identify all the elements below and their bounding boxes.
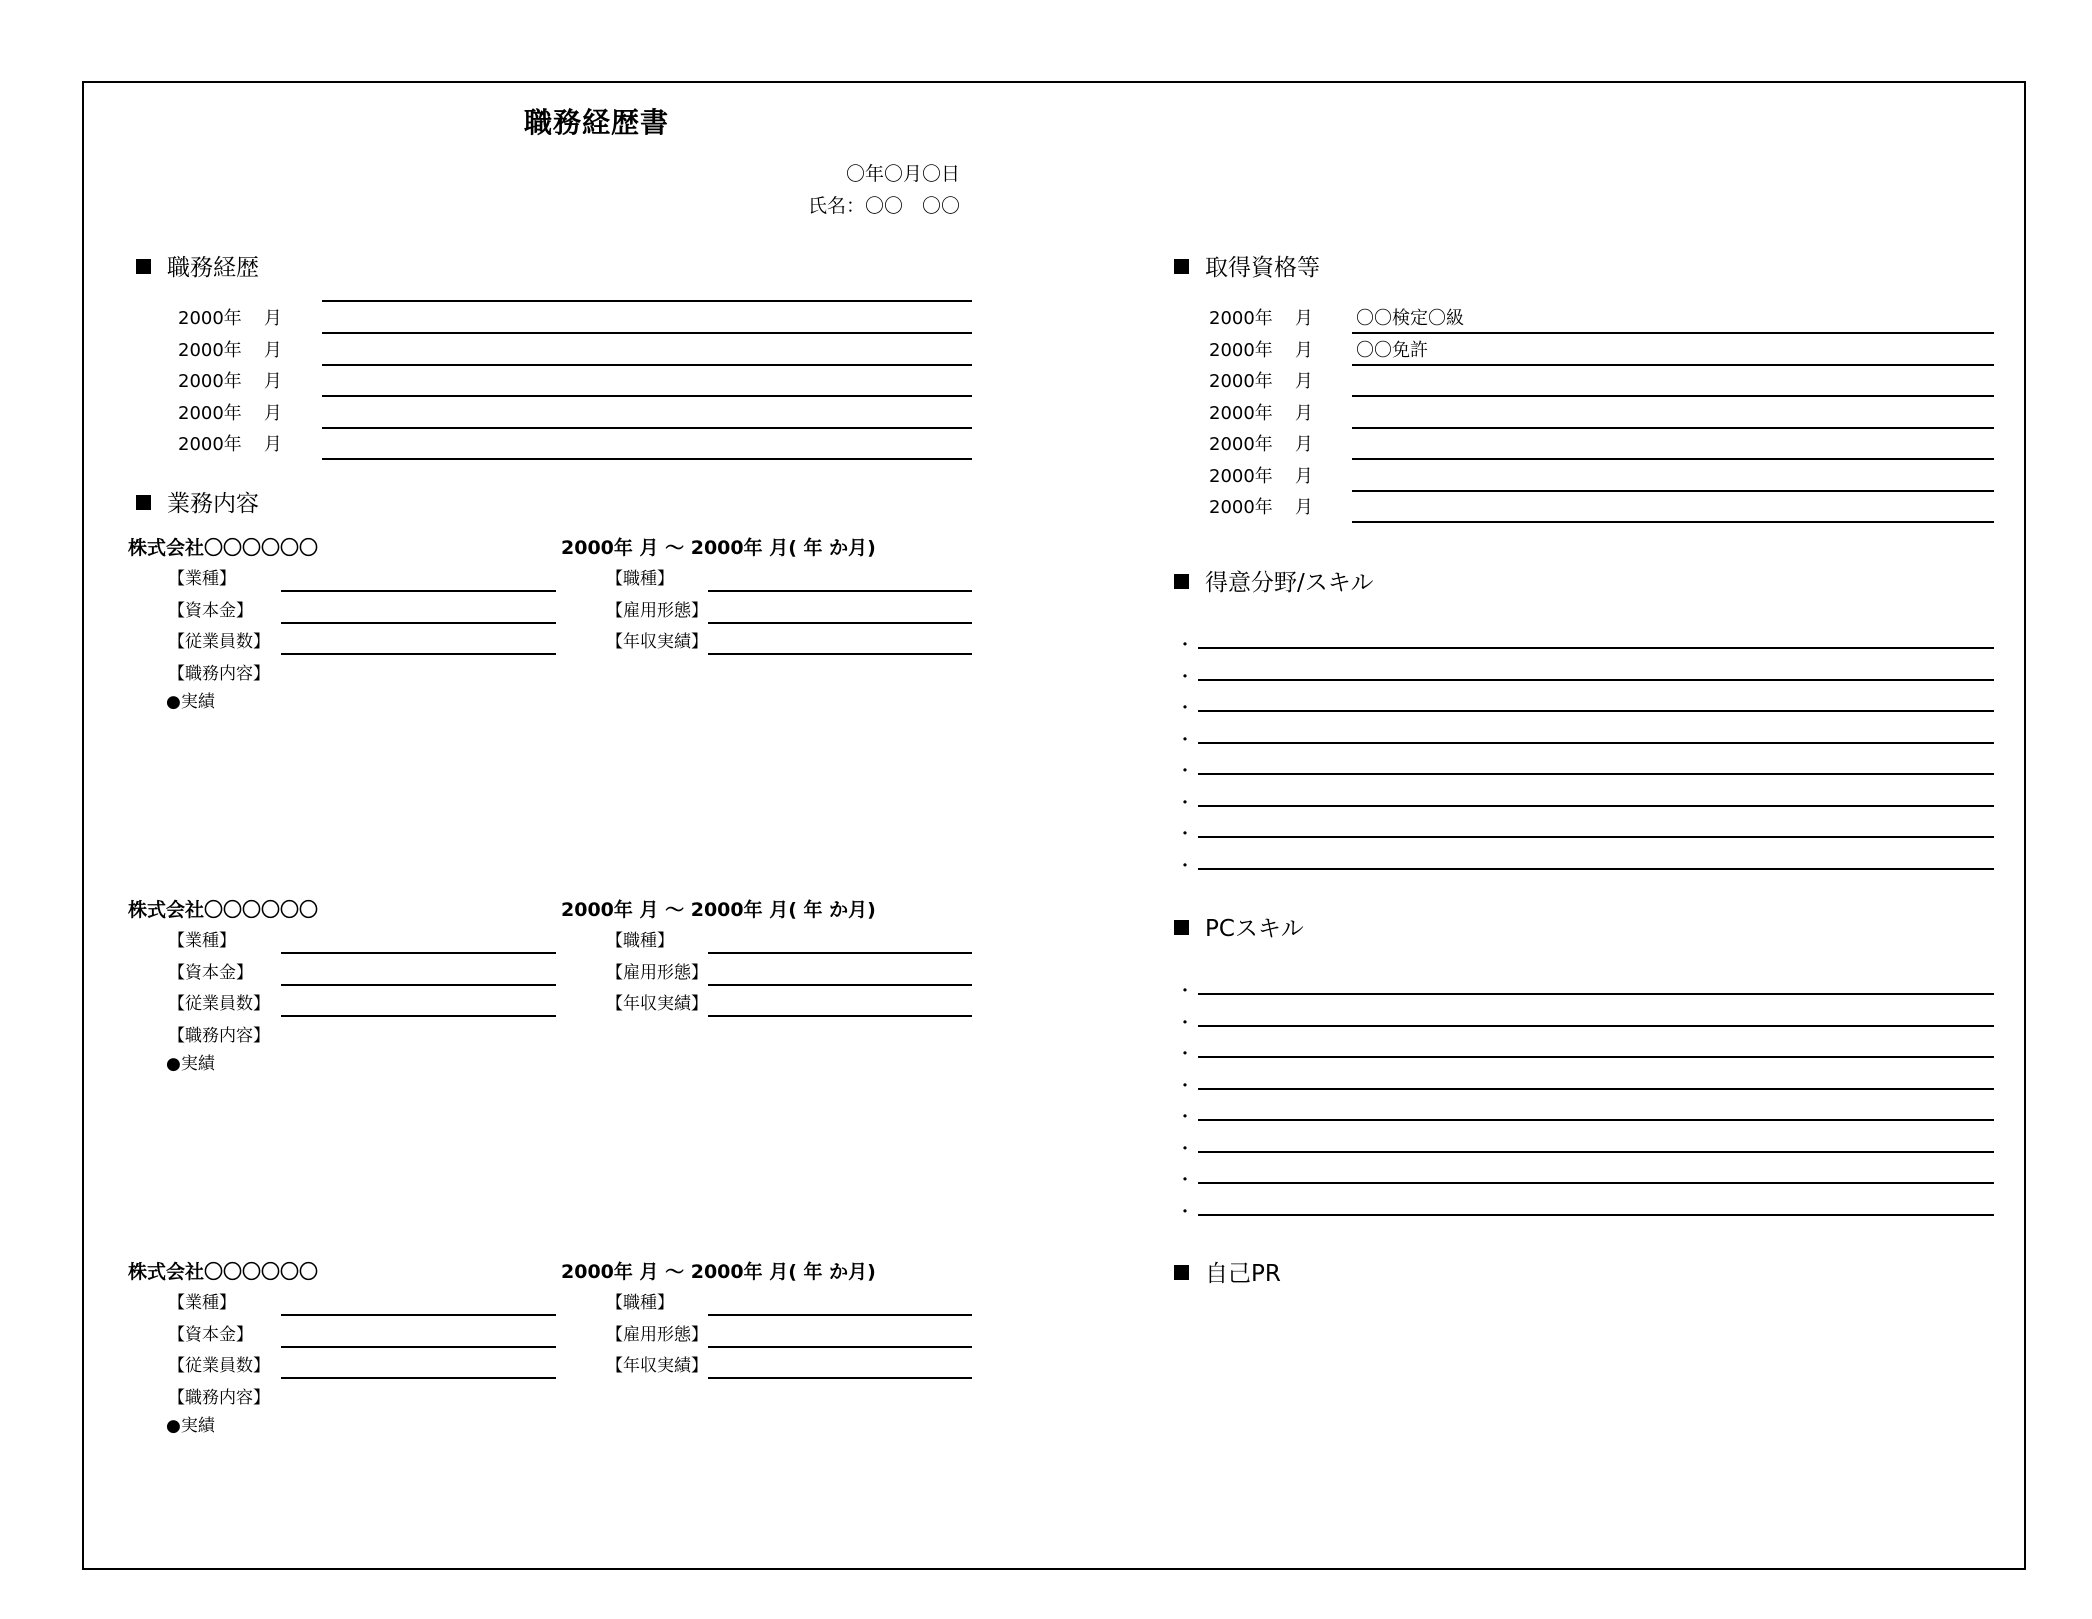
field-label-capital: 【資本金】 [168,600,253,621]
bullet-dot: ・ [1176,1138,1194,1160]
square-bullet-icon [136,259,151,274]
qualification-month: 月 [1294,308,1313,329]
qualification-year: 2000年 [1209,434,1273,455]
history-month: 月 [263,308,282,329]
field-line-industry[interactable] [281,1314,556,1316]
qualification-line[interactable] [1352,395,1994,397]
qualification-month: 月 [1294,465,1313,487]
square-bullet-icon [1174,574,1189,589]
field-line-occupation[interactable] [708,590,972,592]
field-label-duties: 【職務内容】 [168,1026,270,1046]
qualification-year: 2000年 [1209,308,1273,329]
field-line-industry[interactable] [281,590,556,592]
history-row [178,339,282,361]
field-label-duties: 【職務内容】 [168,1388,270,1408]
bullet-dot: ・ [1176,855,1194,877]
field-label-employment: 【雇用形態】 [606,600,708,621]
history-row [178,402,282,424]
field-label-income: 【年収実績】 [606,1356,708,1376]
qualification-name: 〇〇免許 [1356,339,1428,361]
qualification-month: 月 [1294,497,1313,518]
bullet-line[interactable] [1198,1182,1994,1184]
qualification-month: 月 [1294,371,1313,392]
bullet-dot: ・ [1176,761,1194,782]
bullet-line[interactable] [1198,868,1994,870]
qualification-month: 月 [1294,434,1313,455]
section-skills-heading: 得意分野/スキル [1174,572,1374,595]
history-row [178,310,282,328]
field-label-duties: 【職務内容】 [168,664,270,684]
bullet-dot: ・ [1176,666,1194,688]
field-line-capital[interactable] [281,622,556,624]
field-line-employees[interactable] [281,1015,556,1017]
section-pr-heading: 自己PR [1174,1263,1281,1286]
history-line[interactable] [322,395,972,397]
bullet-line[interactable] [1198,805,1994,807]
history-year: 2000年 [178,308,242,329]
qualification-row [1209,436,1313,454]
field-line-employees[interactable] [281,653,556,655]
field-label-employment: 【雇用形態】 [606,962,708,983]
square-bullet-icon [1174,259,1189,274]
field-line-income[interactable] [708,1015,972,1017]
results-label: ●実績 [166,1054,215,1074]
bullet-line[interactable] [1198,1214,1994,1216]
qualification-row [1209,465,1313,487]
section-pc-heading: PCスキル [1174,918,1304,941]
field-label-occupation: 【職種】 [606,569,674,589]
field-line-capital[interactable] [281,1346,556,1348]
bullet-line[interactable] [1198,773,1994,775]
qualification-year: 2000年 [1209,497,1273,518]
company-name: 株式会社〇〇〇〇〇〇 [128,899,319,921]
bullet-line[interactable] [1198,1151,1994,1153]
field-label-employees: 【従業員数】 [168,994,270,1014]
qualification-month: 月 [1294,339,1313,361]
bullet-dot: ・ [1176,1075,1194,1097]
square-bullet-icon [136,495,151,510]
bullet-line[interactable] [1198,836,1994,838]
field-label-occupation: 【職種】 [606,931,674,951]
bullet-dot: ・ [1176,635,1194,656]
applicant-name: 氏名：〇〇 〇〇 [807,195,960,217]
history-month: 月 [263,402,282,424]
field-label-capital: 【資本金】 [168,1324,253,1345]
field-label-income: 【年収実績】 [606,994,708,1014]
resume-sheet [82,81,2026,1570]
qualification-line[interactable] [1352,427,1994,429]
bullet-line[interactable] [1198,1056,1994,1058]
history-row [178,436,282,454]
qualification-line[interactable] [1352,458,1994,460]
field-line-capital[interactable] [281,984,556,986]
qualification-row [1209,402,1313,424]
field-line-income[interactable] [708,1377,972,1379]
history-line[interactable] [322,300,972,302]
field-label-industry: 【業種】 [168,1293,236,1313]
history-year: 2000年 [178,402,242,424]
history-month: 月 [263,371,282,392]
history-year: 2000年 [178,434,242,455]
field-line-income[interactable] [708,653,972,655]
field-label-capital: 【資本金】 [168,962,253,983]
page-title: 職務経歴書 [524,106,670,139]
qualification-line[interactable] [1352,490,1994,492]
section-history-heading: 職務経歴 [136,257,259,280]
history-month: 月 [263,434,282,455]
qualification-row [1209,499,1313,517]
field-label-employees: 【従業員数】 [168,632,270,652]
company-name: 株式会社〇〇〇〇〇〇 [128,1261,319,1283]
bullet-dot: ・ [1176,1044,1194,1065]
qualification-row [1209,310,1313,328]
history-year: 2000年 [178,339,242,361]
employment-period: 2000年 月 ～ 2000年 月( 年 か月) [561,899,876,921]
bullet-line[interactable] [1198,647,1994,649]
qualification-line[interactable] [1352,521,1994,523]
field-label-industry: 【業種】 [168,931,236,951]
bullet-dot: ・ [1176,792,1194,814]
qualification-year: 2000年 [1209,339,1273,361]
qualification-row [1209,339,1313,361]
qualification-line[interactable] [1352,364,1994,366]
history-month: 月 [263,339,282,361]
document-date: 〇年〇月〇日 [845,163,960,185]
bullet-dot: ・ [1176,1107,1194,1128]
field-label-occupation: 【職種】 [606,1293,674,1313]
qualification-row [1209,373,1313,391]
qualification-line[interactable] [1352,332,1994,334]
bullet-line[interactable] [1198,742,1994,744]
bullet-dot: ・ [1176,1201,1194,1223]
bullet-dot: ・ [1176,981,1194,1002]
bullet-line[interactable] [1198,1119,1994,1121]
field-line-employment[interactable] [708,1346,972,1348]
field-label-income: 【年収実績】 [606,632,708,652]
qualification-name: 〇〇検定〇級 [1356,308,1464,329]
square-bullet-icon [1174,1265,1189,1280]
field-label-employees: 【従業員数】 [168,1356,270,1376]
qualification-year: 2000年 [1209,402,1273,424]
qualification-year: 2000年 [1209,371,1273,392]
field-label-employment: 【雇用形態】 [606,1324,708,1345]
results-label: ●実績 [166,692,215,712]
qualification-month: 月 [1294,402,1313,424]
field-line-occupation[interactable] [708,1314,972,1316]
qualification-year: 2000年 [1209,465,1273,487]
bullet-dot: ・ [1176,824,1194,845]
history-line[interactable] [322,427,972,429]
company-name: 株式会社〇〇〇〇〇〇 [128,537,319,559]
history-line[interactable] [322,332,972,334]
field-label-industry: 【業種】 [168,569,236,589]
bullet-dot: ・ [1176,1170,1194,1191]
history-year: 2000年 [178,371,242,392]
section-qualifications-heading: 取得資格等 [1174,257,1320,280]
history-line[interactable] [322,458,972,460]
employment-period: 2000年 月 ～ 2000年 月( 年 か月) [561,1261,876,1283]
history-row [178,373,282,391]
bullet-line[interactable] [1198,1025,1994,1027]
field-line-employees[interactable] [281,1377,556,1379]
bullet-line[interactable] [1198,1088,1994,1090]
bullet-line[interactable] [1198,993,1994,995]
field-line-industry[interactable] [281,952,556,954]
field-line-employment[interactable] [708,984,972,986]
field-line-employment[interactable] [708,622,972,624]
history-line[interactable] [322,364,972,366]
bullet-line[interactable] [1198,710,1994,712]
employment-period: 2000年 月 ～ 2000年 月( 年 か月) [561,537,876,559]
field-line-occupation[interactable] [708,952,972,954]
bullet-dot: ・ [1176,698,1194,719]
square-bullet-icon [1174,920,1189,935]
bullet-dot: ・ [1176,1012,1194,1034]
bullet-dot: ・ [1176,729,1194,751]
section-duties-heading: 業務内容 [136,493,259,516]
bullet-line[interactable] [1198,679,1994,681]
results-label: ●実績 [166,1416,215,1436]
